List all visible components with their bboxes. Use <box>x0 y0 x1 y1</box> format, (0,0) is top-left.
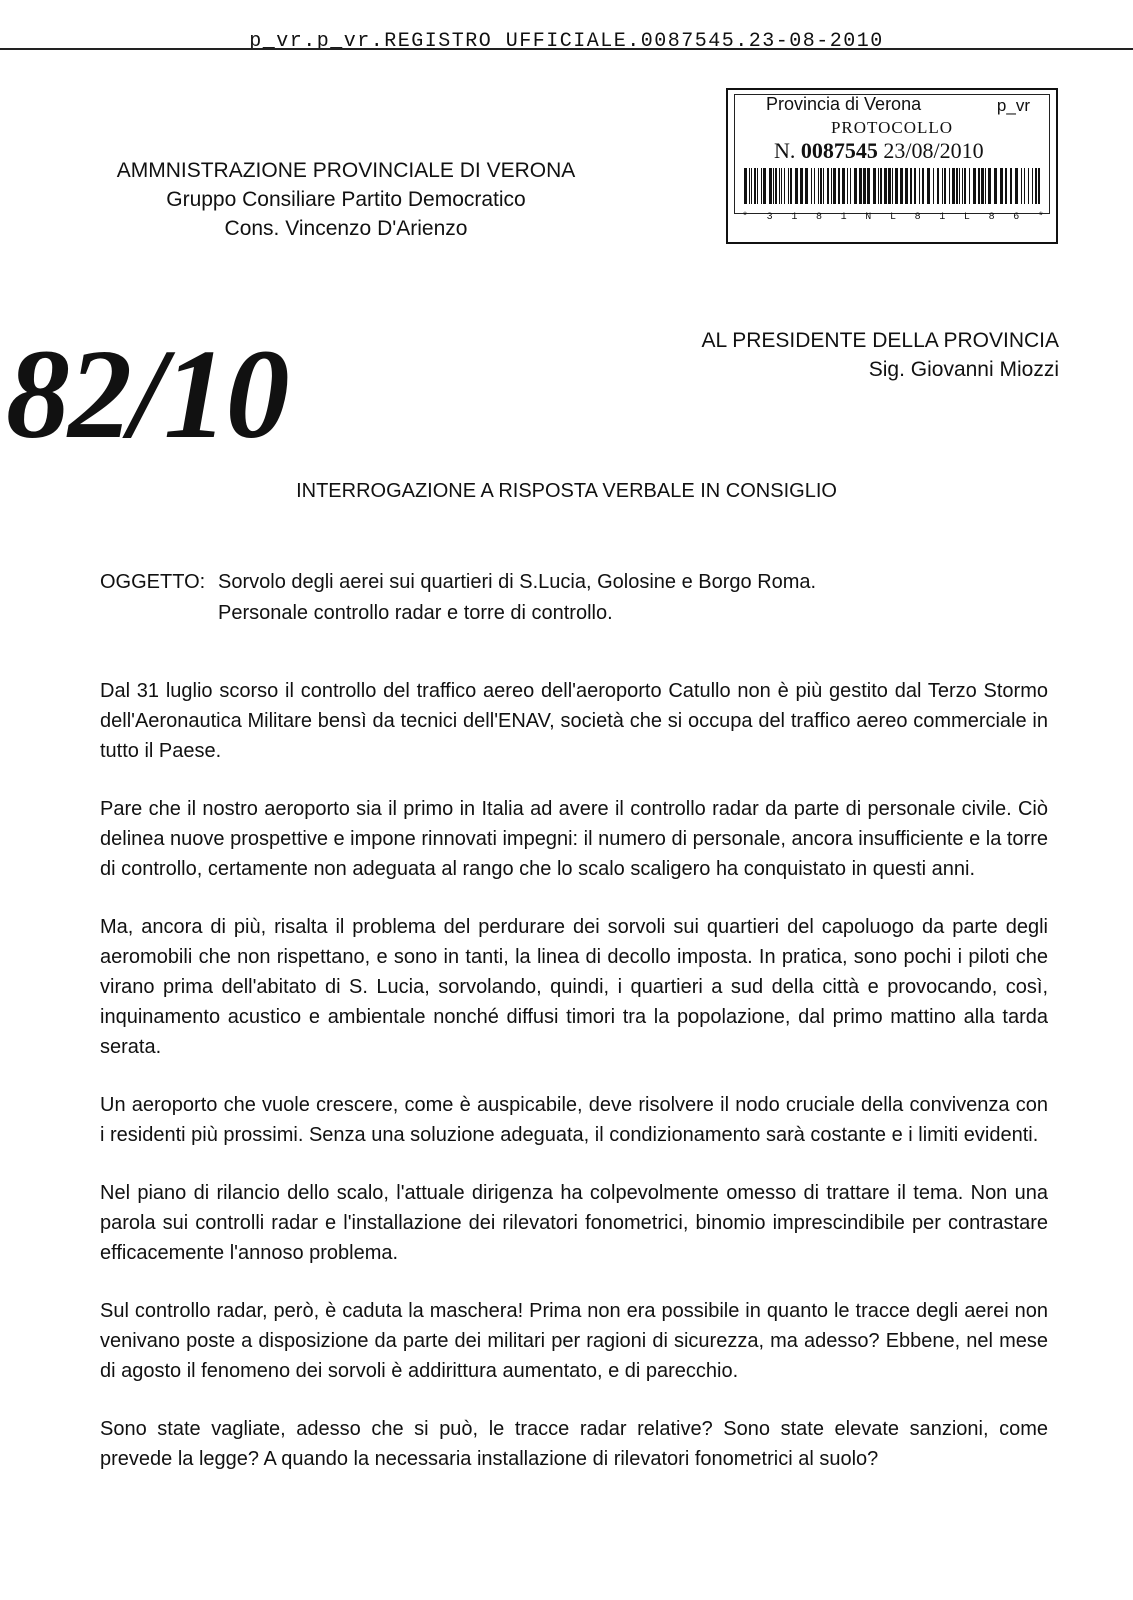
barcode-bar <box>969 168 970 204</box>
barcode-bar <box>978 168 980 204</box>
barcode-bar <box>795 168 798 204</box>
barcode-bar <box>981 168 984 204</box>
recipient-block <box>701 326 1059 384</box>
barcode-bar <box>842 168 845 204</box>
barcode-bar <box>775 168 777 204</box>
stamp-office: Provincia di Verona <box>766 94 922 114</box>
barcode-bar <box>1038 168 1040 204</box>
recipient-name: Sig. Giovanni Miozzi <box>868 358 1059 381</box>
barcode-bar <box>952 168 955 204</box>
barcode-bar <box>1024 168 1025 204</box>
barcode-bar <box>994 168 997 204</box>
registry-header: p_vr.p_vr.REGISTRO UFFICIALE.0087545.23-08-2010 <box>249 30 884 53</box>
barcode-digit: 8 <box>815 212 822 223</box>
recipient-title: AL PRESIDENTE DELLA PROVINCIA <box>701 329 1059 352</box>
barcode-bar <box>888 168 891 204</box>
barcode-bar <box>910 168 912 204</box>
barcode-bar <box>863 168 866 204</box>
barcode-bar <box>873 168 876 204</box>
barcode-bar <box>773 168 774 204</box>
barcode-bar <box>962 168 963 204</box>
barcode-bar <box>1015 168 1018 204</box>
barcode-bar <box>833 168 836 204</box>
barcode-bar <box>784 168 785 204</box>
barcode-digit: * <box>1037 212 1044 223</box>
barcode-bar <box>823 168 824 204</box>
barcode-bar <box>1010 168 1012 204</box>
barcode-bar <box>964 168 966 204</box>
barcode-bar <box>850 168 851 204</box>
barcode-bar <box>761 168 762 204</box>
barcode-digit: L <box>889 212 896 223</box>
paragraph: Sono state vagliate, adesso che si può, le tracce radar relative? Sono state elevate sanzioni, come prevede la legge? A quando la necessaria installazione di rilevatori fonometrici al suolo? <box>100 1418 1048 1470</box>
sender-councillor: Cons. Vincenzo D'Arienzo <box>224 217 468 240</box>
barcode-bar <box>985 168 986 204</box>
barcode-digits <box>742 212 1044 223</box>
barcode-bar <box>933 168 934 204</box>
registry-divider <box>0 48 1133 50</box>
barcode-bar <box>892 168 893 204</box>
barcode-bar <box>763 168 766 204</box>
barcode-bar <box>895 168 898 204</box>
barcode-bar <box>944 168 946 204</box>
barcode-digit: * <box>742 212 749 223</box>
barcode-bar <box>757 168 758 204</box>
subject-line-1: Sorvolo degli aerei sui quartieri di S.Lucia, Golosine e Borgo Roma. <box>218 571 817 593</box>
paragraph: Pare che il nostro aeroporto sia il primo in Italia ad avere il controllo radar da parte di personale civile. Ciò delinea nuove prospettive e impone rinnovati impegni: il numero di personale, ancora insufficiente e la torre di controllo, certamente non adeguata al rango che lo scalo scaligero ha conquistato in questi anni. <box>100 798 1048 880</box>
barcode-bar <box>878 168 879 204</box>
barcode-bar <box>805 168 808 204</box>
barcode-digit: 8 <box>914 212 921 223</box>
barcode-icon <box>742 168 1044 204</box>
barcode-bar <box>880 168 882 204</box>
barcode-bar <box>905 168 908 204</box>
barcode-bar <box>859 168 862 204</box>
sender-block <box>96 156 596 243</box>
barcode-bar <box>884 168 887 204</box>
barcode-bar <box>1021 168 1022 204</box>
barcode-bar <box>922 168 924 204</box>
protocol-stamp <box>726 88 1058 244</box>
document-number: 82/10 <box>6 323 288 465</box>
barcode-bar <box>900 168 903 204</box>
barcode-bar <box>1028 168 1029 204</box>
barcode-bar <box>1032 168 1033 204</box>
paragraph: Ma, ancora di più, risalta il problema del perdurare dei sorvoli sui quartieri del capoluogo da parte degli aeromobili che non rispettano, e sono in tanti, la linea di decollo imposta. In pratica, sono pochi i piloti che virano prima dell'abitato di S. Lucia, sorvolando, quindi, i quartieri a sud della città e provocando, così, inquinamento acustico e ambientale nonché diffusi timori tra la popolazione, dal primo mattino alla tarda serata. <box>100 916 1048 1058</box>
barcode-bar <box>781 168 782 204</box>
barcode-bar <box>949 168 950 204</box>
barcode-bar <box>769 168 772 204</box>
barcode-bar <box>818 168 819 204</box>
barcode-bar <box>937 168 939 204</box>
sender-group: Gruppo Consiliare Partito Democratico <box>166 188 526 211</box>
barcode-bar <box>867 168 870 204</box>
subject-label: OGGETTO: <box>100 571 206 593</box>
barcode-bar <box>927 168 930 204</box>
stamp-number: 0087545 <box>800 138 878 163</box>
barcode-bar <box>779 168 780 204</box>
barcode-bar <box>1000 168 1003 204</box>
barcode-bar <box>751 168 752 204</box>
barcode-bar <box>959 168 960 204</box>
barcode-digit: 1 <box>939 212 946 223</box>
stamp-number-line <box>774 138 984 164</box>
barcode-bar <box>838 168 840 204</box>
barcode-bar <box>942 168 943 204</box>
barcode-bar <box>820 168 822 204</box>
paragraph: Dal 31 luglio scorso il controllo del traffico aereo dell'aeroporto Catullo non è più gestito dal Terzo Stormo dell'Aeronautica Militare bensì da tecnici dell'ENAV, società che si occupa del traffico aereo commerciale in tutto il Paese. <box>100 680 1048 762</box>
barcode-digit: 1 <box>840 212 847 223</box>
document-type: INTERROGAZIONE A RISPOSTA VERBALE IN CONSIGLIO <box>296 480 837 502</box>
barcode-bar <box>749 168 750 204</box>
barcode-bar <box>919 168 920 204</box>
sender-organization: AMMNISTRAZIONE PROVINCIALE DI VERONA <box>116 159 576 182</box>
stamp-label: PROTOCOLLO <box>830 118 954 137</box>
body-text <box>100 676 1048 1502</box>
barcode-digit: 1 <box>791 212 798 223</box>
subject-block <box>100 567 816 629</box>
barcode-bar <box>827 168 829 204</box>
barcode-bar <box>790 168 792 204</box>
barcode-bar <box>847 168 848 204</box>
barcode-bar <box>956 168 958 204</box>
barcode-bar <box>1035 168 1037 204</box>
barcode-bar <box>988 168 991 204</box>
paragraph: Un aeroporto che vuole crescere, come è auspicabile, deve risolvere il nodo cruciale della convivenza con i residenti più prossimi. Senza una soluzione adeguata, il condizionamento sarà costante e i limiti evidenti. <box>100 1094 1048 1146</box>
barcode-digit: 6 <box>1013 212 1020 223</box>
barcode-digit: 8 <box>988 212 995 223</box>
barcode-bar <box>811 168 812 204</box>
barcode-bar <box>754 168 756 204</box>
stamp-number-prefix: N. <box>774 138 796 163</box>
barcode-bar <box>914 168 916 204</box>
barcode-digit: N <box>865 212 872 223</box>
barcode-bar <box>854 168 857 204</box>
barcode-bar <box>831 168 832 204</box>
barcode-bar <box>814 168 815 204</box>
barcode-bar <box>788 168 789 204</box>
barcode-digit: 3 <box>766 212 773 223</box>
paragraph: Sul controllo radar, però, è caduta la maschera! Prima non era possibile in quanto le tracce degli aerei non venivano poste a disposizione da parte dei militari per ragioni di sicurezza, ma adesso? Ebbene, nel mese di agosto il fenomeno dei sorvoli è addirittura aumentato, e di parecchio. <box>100 1300 1048 1382</box>
barcode-bar <box>973 168 976 204</box>
barcode-bar <box>800 168 803 204</box>
barcode-bar <box>1005 168 1007 204</box>
barcode-bar <box>744 168 747 204</box>
paragraph: Nel piano di rilancio dello scalo, l'attuale dirigenza ha colpevolmente omesso di trattare il tema. Non una parola sui controlli radar e l'installazione dei rilevatori fonometrici, binomio imprescindibile per contrastare efficacemente l'annoso problema. <box>100 1182 1048 1264</box>
stamp-code: p_vr <box>996 96 1030 115</box>
subject-line-2: Personale controllo radar e torre di controllo. <box>218 602 613 624</box>
barcode-digit: L <box>963 212 970 223</box>
stamp-date: 23/08/2010 <box>883 138 984 163</box>
